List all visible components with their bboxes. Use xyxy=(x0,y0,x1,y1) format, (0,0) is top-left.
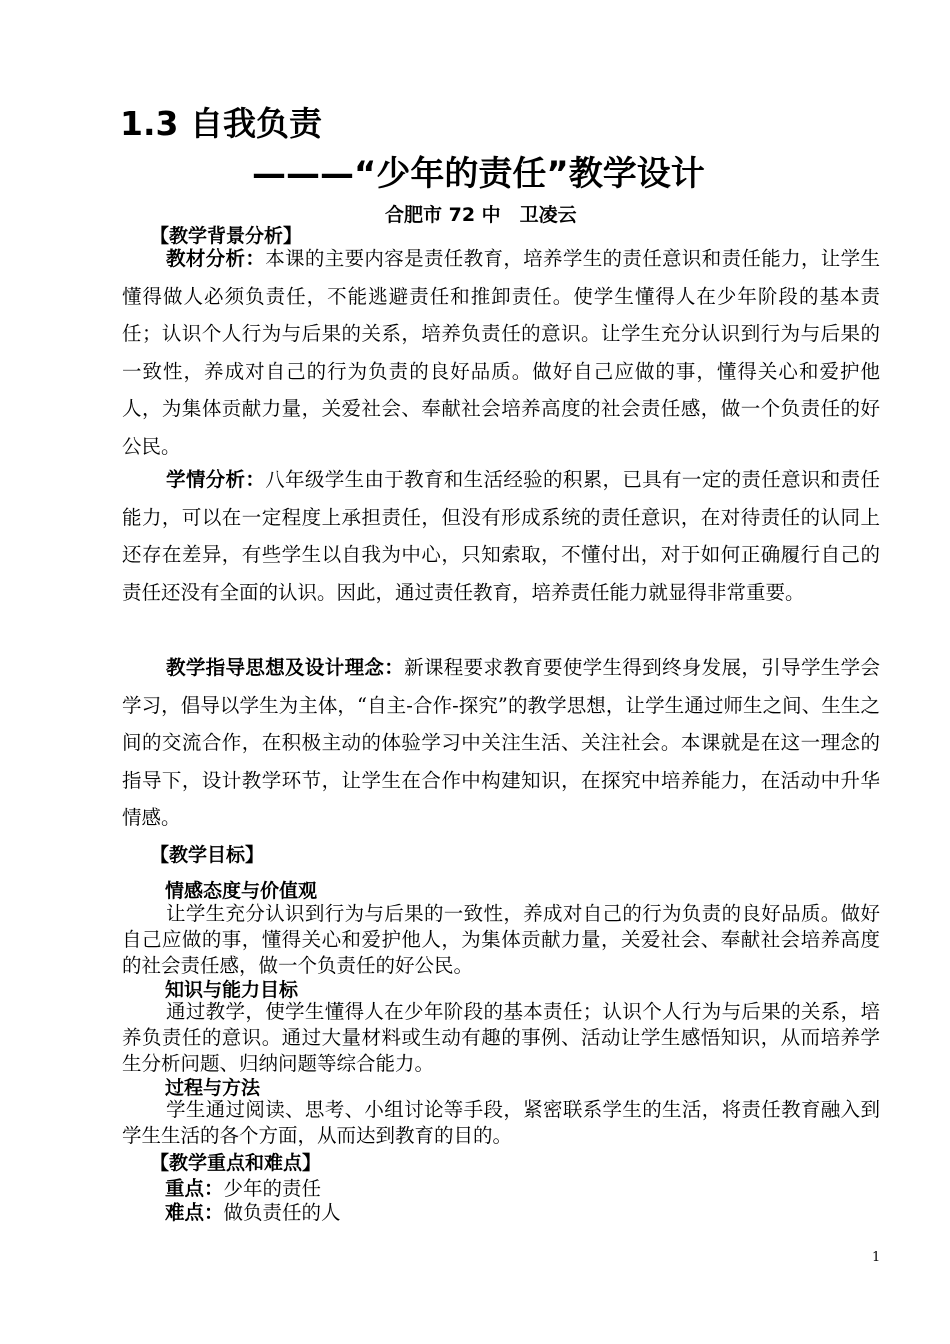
paragraph-text: 本课的主要内容是责任教育，培养学生的责任意识和责任能力，让学生懂得做人必须负责任，不能逃避责任和推卸责任。使学生懂得人在少年阶段的基本责任；认识个人行为与后果的关系，培养负责任的意识。让学生充分认识到行为与后果的一致性，养成对自己的行为负责的良好品质。做好自己应做的事，懂得关心和爱护他人，为集体贡献力量，关爱社会、奉献社会培养高度的社会责任感，做一个负责任的好公民。 xyxy=(122,247,880,458)
goal-text-process: 学生通过阅读、思考、小组讨论等手段，紧密联系学生的生活，将责任教育融入到学生生活的各个方面，从而达到教育的目的。 xyxy=(122,1098,880,1147)
key-point-label: 重点： xyxy=(165,1177,224,1200)
paragraph-lead: 教材分析： xyxy=(166,247,266,270)
section-heading-background: 【教学背景分析】 xyxy=(150,225,303,247)
key-point-label: 难点： xyxy=(165,1201,224,1224)
goal-heading-process: 过程与方法 xyxy=(165,1077,261,1099)
key-point-value: 做负责任的人 xyxy=(223,1201,341,1224)
goal-heading-emotion: 情感态度与价值观 xyxy=(165,880,318,902)
paragraph-teaching-philosophy xyxy=(122,649,880,837)
key-point-value: 少年的责任 xyxy=(223,1177,322,1200)
paragraph-text: 新课程要求教育要使学生得到终身发展，引导学生学会学习，倡导以学生为主体，“自主-合作-探究”的教学思想，让学生通过师生之间、生生之间的交流合作，在积极主动的体验学习中关注生活、关注社会。本课就是在这一理念的指导下，设计教学环节，让学生在合作中构建知识，在探究中培养能力，在活动中升华情感。 xyxy=(122,656,880,829)
section-heading-key-points: 【教学重点和难点】 xyxy=(150,1152,322,1174)
paragraph-material-analysis xyxy=(122,240,880,465)
section-heading-goals: 【教学目标】 xyxy=(150,844,265,866)
document-title: 1.3 自我负责 xyxy=(120,104,322,143)
goal-text-emotion: 让学生充分认识到行为与后果的一致性，养成对自己的行为负责的良好品质。做好自己应做的事，懂得关心和爱护他人，为集体贡献力量，关爱社会、奉献社会培养高度的社会责任感，做一个负责任的好公民。 xyxy=(122,902,880,977)
document-subtitle: ———“少年的责任”教学设计 xyxy=(252,154,705,194)
paragraph-lead: 学情分析： xyxy=(166,468,266,491)
goal-heading-knowledge: 知识与能力目标 xyxy=(165,979,299,1001)
paragraph-student-analysis xyxy=(122,461,880,611)
paragraph-lead: 教学指导思想及设计理念： xyxy=(166,656,405,679)
goal-text-knowledge: 通过教学，使学生懂得人在少年阶段的基本责任；认识个人行为与后果的关系，培养负责任的意识。通过大量材料或生动有趣的事例、活动让学生感悟知识，从而培养学生分析问题、归纳问题等综合能力。 xyxy=(122,1000,880,1075)
paragraph-text: 八年级学生由于教育和生活经验的积累，已具有一定的责任意识和责任能力，可以在一定程度上承担责任，但没有形成系统的责任意识，在对待责任的认同上还存在差异，有些学生以自我为中心，只知索取，不懂付出，对于如何正确履行自己的责任还没有全面的认识。因此，通过责任教育，培养责任能力就显得非常重要。 xyxy=(122,468,880,604)
key-point-difficulty xyxy=(165,1197,341,1225)
author-line: 合肥市 72 中 卫凌云 xyxy=(385,204,577,226)
page-number: 1 xyxy=(872,1250,881,1265)
